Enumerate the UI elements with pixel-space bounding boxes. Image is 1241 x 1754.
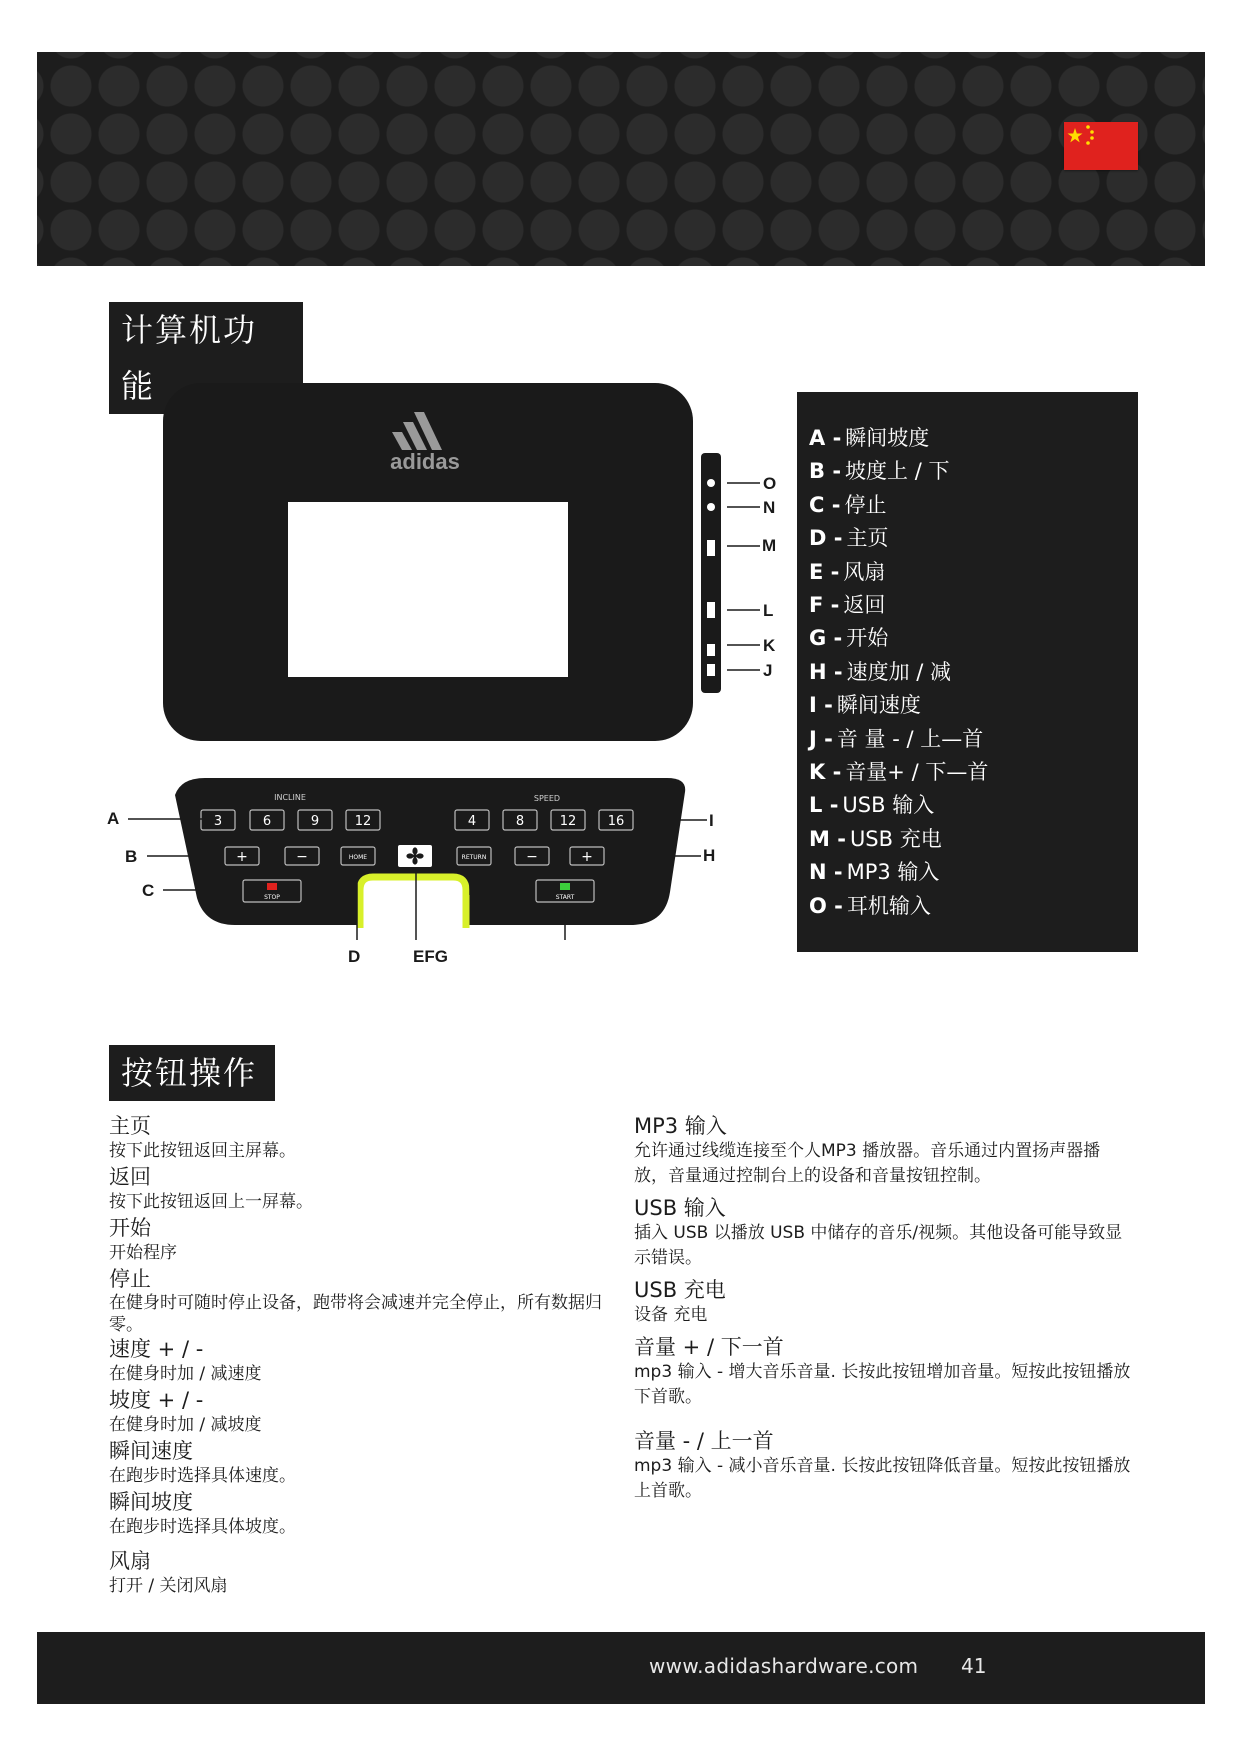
function-legend: [797, 392, 1138, 952]
legend-item-j: J - 音 量 - / 上—首: [809, 726, 984, 751]
svg-text:8: 8: [515, 814, 525, 829]
svg-text:I: I: [709, 811, 714, 830]
svg-text:D: D: [348, 947, 361, 966]
op-speed: 速度 + / - 在健身时加 / 减速度: [109, 1337, 262, 1384]
svg-text:9: 9: [310, 814, 320, 829]
legend-item-d: D - 主页: [809, 526, 889, 551]
svg-text:SPEED: SPEED: [533, 794, 561, 803]
svg-text:O: O: [763, 474, 777, 493]
svg-text:M: M: [762, 536, 777, 555]
handrail-cutout: [360, 877, 466, 928]
svg-text:+: +: [581, 849, 593, 865]
footer-bar: [37, 1632, 1205, 1704]
svg-text:K: K: [763, 636, 776, 655]
section-title-computer-functions: 计算机功能: [109, 302, 303, 414]
legend-item-c: C - 停止: [809, 492, 887, 517]
svg-text:A: A: [107, 809, 120, 828]
op-volume-up: 音量 + / 下一首 mp3 输入 - 增大音乐音量. 长按此按钮增加音量。短按此按钮播放下首歌。: [634, 1335, 1131, 1407]
svg-text:B: B: [125, 847, 138, 866]
header-banner: [37, 52, 1205, 266]
legend-item-o: O - 耳机输入: [809, 893, 931, 918]
legend-item-b: B - 坡度上 / 下: [809, 459, 950, 484]
section-title-button-operation: 按钮操作: [109, 1045, 275, 1101]
op-home: 主页 按下此按钮返回主屏幕。: [109, 1114, 296, 1161]
op-volume-down: 音量 - / 上一首 mp3 输入 - 减小音乐音量. 长按此按钮降低音量。短按此按钮播放上首歌。: [634, 1429, 1131, 1501]
legend-item-m: M - USB 充电: [809, 826, 942, 851]
legend-item-g: G - 开始: [809, 626, 889, 651]
svg-text:N: N: [763, 498, 776, 517]
op-incline: 坡度 + / - 在健身时加 / 减坡度: [109, 1388, 262, 1435]
svg-text:INCLINE: INCLINE: [274, 793, 306, 802]
op-quick-speed: 瞬间速度 在跑步时选择具体速度。: [109, 1439, 296, 1486]
side-port-strip: [701, 453, 721, 693]
op-mp3-input: MP3 输入 允许通过线缆连接至个人MP3 播放器。音乐通过内置扬声器播放，音量通过控制台上的设备和音量按钮控制。: [634, 1114, 1101, 1186]
svg-text:12: 12: [354, 814, 372, 829]
svg-text:+: +: [236, 849, 248, 865]
svg-text:EFG: EFG: [413, 947, 448, 966]
page-number: 41: [961, 1654, 987, 1678]
svg-text:3: 3: [213, 814, 223, 829]
legend-item-e: E - 风扇: [809, 559, 886, 584]
svg-text:16: 16: [607, 814, 625, 829]
op-usb-charge: USB 充电 设备 充电: [634, 1278, 726, 1325]
legend-item-f: F - 返回: [809, 593, 886, 618]
svg-text:−: −: [296, 849, 308, 865]
svg-text:STOP: STOP: [264, 894, 280, 901]
svg-text:−: −: [526, 849, 538, 865]
svg-text:J: J: [763, 661, 773, 680]
op-quick-incline: 瞬间坡度 在跑步时选择具体坡度。: [109, 1490, 296, 1537]
legend-item-i: I - 瞬间速度: [809, 693, 921, 718]
op-fan: 风扇 打开 / 关闭风扇: [109, 1549, 228, 1596]
svg-text:6: 6: [262, 814, 272, 829]
svg-text:START: START: [555, 894, 575, 901]
display-screen: [288, 502, 568, 677]
svg-text:H: H: [703, 846, 716, 865]
legend-item-l: L - USB 输入: [809, 793, 935, 818]
svg-text:RETURN: RETURN: [461, 854, 487, 861]
svg-text:C: C: [142, 881, 155, 900]
op-return: 返回 按下此按钮返回上一屏幕。: [109, 1165, 313, 1212]
ops-right-column: [634, 1113, 1134, 1504]
legend-item-a: A - 瞬间坡度: [809, 426, 930, 450]
op-start: 开始 开始程序: [109, 1216, 177, 1263]
legend-item-n: N - MP3 输入: [809, 860, 940, 885]
svg-text:12: 12: [559, 814, 577, 829]
op-stop: 停止 在健身时可随时停止设备，跑带将会减速并完全停止，所有数据归零。: [109, 1267, 602, 1335]
svg-text:4: 4: [467, 814, 477, 829]
ops-left-column: [109, 1113, 609, 1599]
svg-text:HOME: HOME: [348, 854, 368, 861]
legend-item-k: K - 音量+ / 下—首: [809, 760, 989, 785]
console-diagram: [105, 380, 777, 970]
footer-url: www.adidashardware.com: [649, 1654, 919, 1678]
brand-text: adidas: [390, 449, 460, 474]
legend-item-h: H - 速度加 / 减: [809, 659, 952, 684]
op-usb-input: USB 输入 插入 USB 以播放 USB 中储存的音乐/视频。其他设备可能导致显示错误。: [634, 1196, 1123, 1268]
china-flag-icon: [1064, 122, 1138, 170]
svg-text:L: L: [763, 601, 774, 620]
